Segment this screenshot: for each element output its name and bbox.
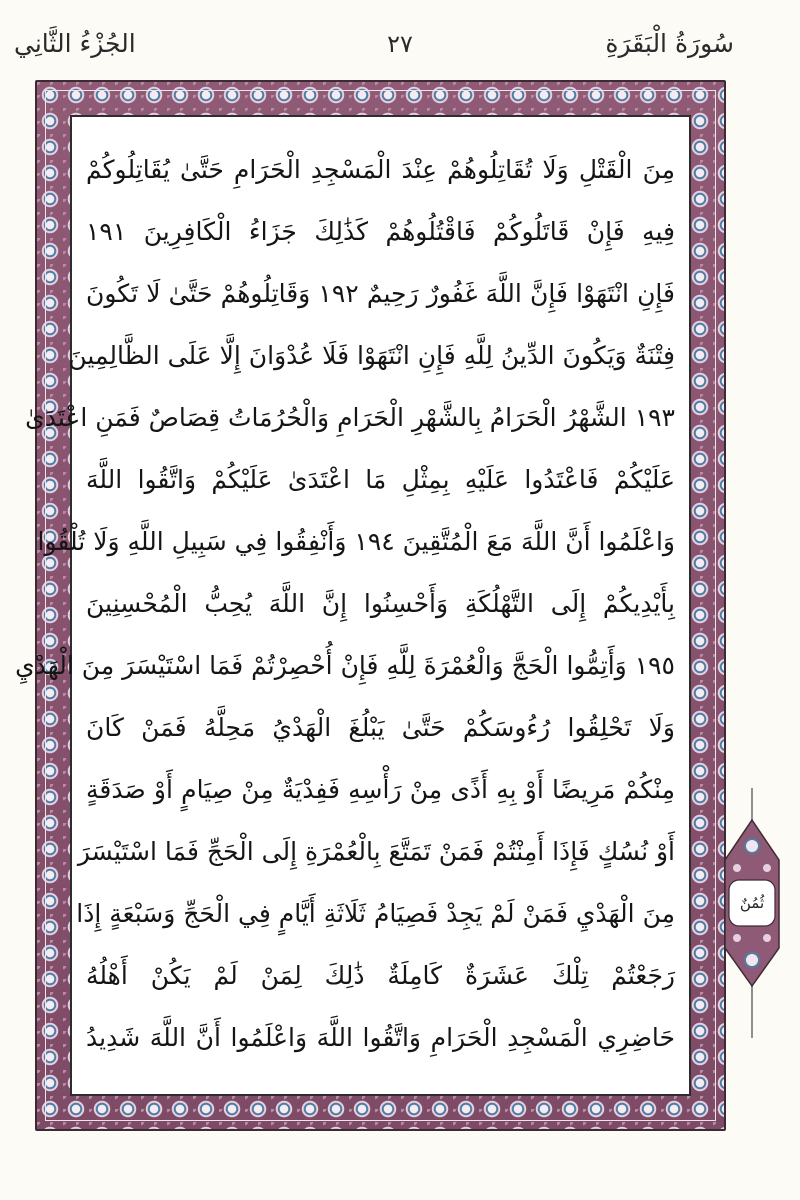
verse-line-12: أَوْ نُسُكٍ فَإِذَا أَمِنْتُمْ فَمَنْ تَمَتَّعَ بِالْعُمْرَةِ إِلَى الْحَجِّ فَمَا اسْتَيْسَرَ	[77, 837, 675, 866]
verse-line-5: ١٩٣ الشَّهْرُ الْحَرَامُ بِالشَّهْرِ الْحَرَامِ وَالْحُرُمَاتُ قِصَاصٌ فَمَنِ اعْتَدَىٰ	[25, 403, 675, 432]
verse-line-11: مِنْكُمْ مَرِيضًا أَوْ بِهِ أَذًى مِنْ رَأْسِهِ فَفِدْيَةٌ مِنْ صِيَامٍ أَوْ صَدَقَةٍ	[86, 775, 675, 804]
verse-line-6: عَلَيْكُمْ فَاعْتَدُوا عَلَيْهِ بِمِثْلِ مَا اعْتَدَىٰ عَلَيْكُمْ وَاتَّقُوا اللَّهَ	[86, 465, 675, 494]
verse-line-15: حَاضِرِي الْمَسْجِدِ الْحَرَامِ وَاتَّقُوا اللَّهَ وَاعْلَمُوا أَنَّ اللَّهَ شَدِيدُ	[86, 1023, 675, 1052]
juz-name: الجُزْءُ الثَّانِي	[14, 29, 136, 58]
verse-line-1: مِنَ الْقَتْلِ وَلَا تُقَاتِلُوهُمْ عِنْدَ الْمَسْجِدِ الْحَرَامِ حَتَّىٰ يُقَاتِلُوكُمْ	[86, 155, 675, 184]
verse-line-10: وَلَا تَحْلِقُوا رُءُوسَكُمْ حَتَّىٰ يَبْلُغَ الْهَدْيُ مَحِلَّهُ فَمَنْ كَانَ	[86, 713, 675, 742]
surah-name: سُورَةُ الْبَقَرَةِ	[605, 29, 734, 58]
verse-line-14: رَجَعْتُمْ تِلْكَ عَشَرَةٌ كَامِلَةٌ ذَٰلِكَ لِمَنْ لَمْ يَكُنْ أَهْلُهُ	[86, 961, 675, 990]
text-panel	[15, 115, 691, 1096]
verse-block	[15, 139, 675, 1069]
hizb-label: ثُمُنٌ	[739, 894, 765, 912]
verse-line-8: بِأَيْدِيكُمْ إِلَى التَّهْلُكَةِ وَأَحْسِنُوا إِنَّ اللَّهَ يُحِبُّ الْمُحْسِنِينَ	[86, 589, 675, 618]
verse-line-4: فِتْنَةٌ وَيَكُونَ الدِّينُ لِلَّهِ فَإِنِ انْتَهَوْا فَلَا عُدْوَانَ إِلَّا عَلَى الظَّالِمِينَ	[68, 341, 675, 370]
verse-line-9: ١٩٥ وَأَتِمُّوا الْحَجَّ وَالْعُمْرَةَ لِلَّهِ فَإِنْ أُحْصِرْتُمْ فَمَا اسْتَيْسَرَ مِنَ الْهَدْيِ	[15, 651, 675, 680]
page-number: ٢٧	[387, 30, 413, 58]
hizb-margin-marker	[723, 788, 781, 1038]
verse-line-2: فِيهِ فَإِنْ قَاتَلُوكُمْ فَاقْتُلُوهُمْ كَذَٰلِكَ جَزَاءُ الْكَافِرِينَ ١٩١	[86, 217, 675, 246]
verse-line-3: فَإِنِ انْتَهَوْا فَإِنَّ اللَّهَ غَفُورٌ رَحِيمٌ ١٩٢ وَقَاتِلُوهُمْ حَتَّىٰ لَا تَكُونَ	[86, 279, 675, 308]
ornamental-border	[15, 80, 726, 1131]
verse-line-7: وَاعْلَمُوا أَنَّ اللَّهَ مَعَ الْمُتَّقِينَ ١٩٤ وَأَنْفِقُوا فِي سَبِيلِ اللَّهِ وَلَا تُلْقُوا	[37, 527, 675, 556]
verse-line-13: مِنَ الْهَدْيِ فَمَنْ لَمْ يَجِدْ فَصِيَامُ ثَلَاثَةِ أَيَّامٍ فِي الْحَجِّ وَسَبْعَةٍ إِذَا	[76, 899, 675, 928]
